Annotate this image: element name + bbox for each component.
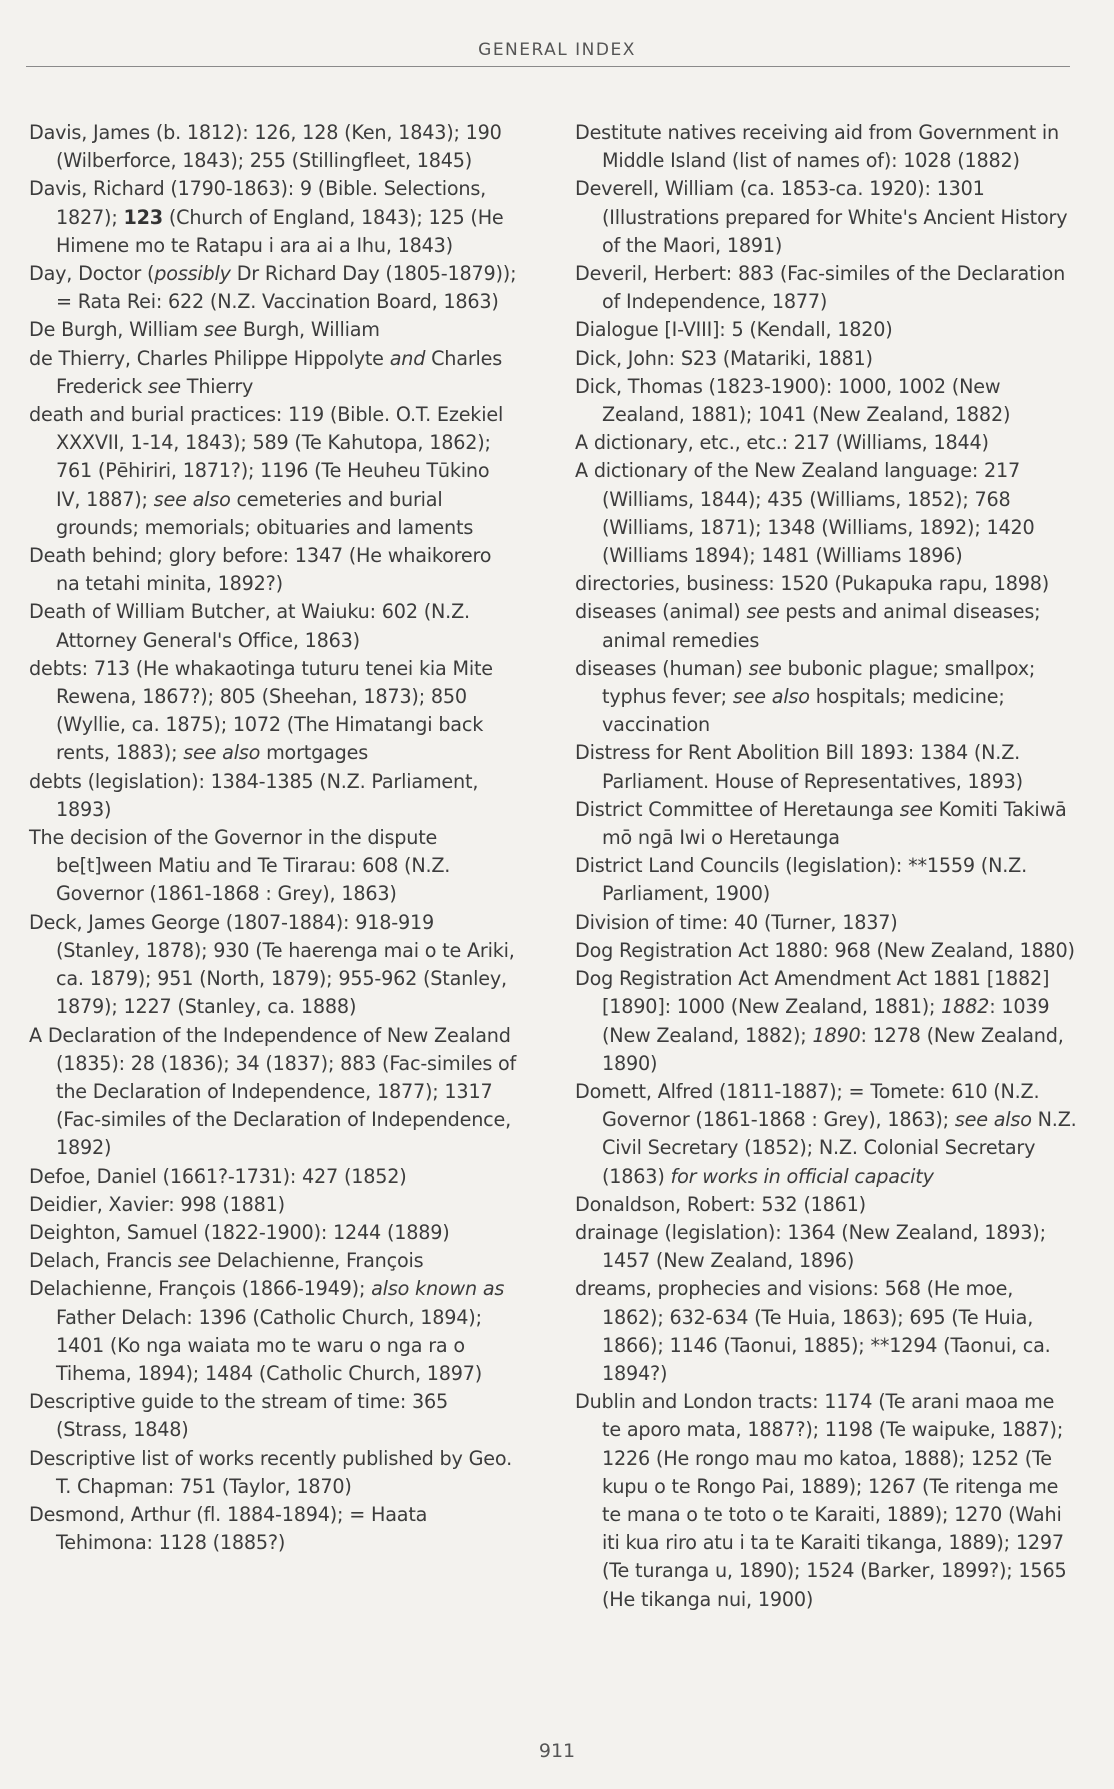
index-entry: de Thierry, Charles Philippe Hippolyte and Charles Frederick see Thierry bbox=[29, 346, 503, 398]
index-entry: Dick, Thomas (1823-1900): 1000, 1002 (New Zealand, 1881); 1041 (New Zealand, 1882) bbox=[575, 374, 1011, 427]
header-rule bbox=[26, 66, 1070, 67]
index-entry: District Land Councils (legislation): **1559 (N.Z. Parliament, 1900) bbox=[575, 854, 1027, 906]
index-entry: Death of William Butcher, at Waiuku: 602 (N.Z. Attorney General's Office, 1863) bbox=[29, 600, 470, 652]
index-entry: Dog Registration Act Amendment Act 1881 [1882] [1890]: 1000 (New Zealand, 1881); 1882: 1039 (New Zealand, 1882); 1890: 1278 (New Zealand, 1890) bbox=[575, 967, 1064, 1075]
index-entry: Descriptive list of works recently published by Geo. T. Chapman: 751 (Taylor, 1870) bbox=[29, 1446, 512, 1498]
index-entry: Desmond, Arthur (fl. 1884-1894); = Haata Tehimona: 1128 (1885?) bbox=[29, 1502, 428, 1555]
index-entry: A dictionary of the New Zealand language: 217 (Williams, 1844); 435 (Williams, 1852); 768 (Williams, 1871); 1348 (Williams, 1892); 1420 (Williams 1894); 1481 (Williams 1896) bbox=[575, 459, 1035, 568]
index-entry: debts (legislation): 1384-1385 (N.Z. Parliament, 1893) bbox=[29, 769, 479, 821]
index-entry: Deveril, Herbert: 883 (Fac-similes of the Declaration of Independence, 1877) bbox=[575, 262, 1066, 314]
index-entry: directories, business: 1520 (Pukapuka rapu, 1898) bbox=[575, 572, 1050, 596]
index-entry: Dick, John: S23 (Matariki, 1881) bbox=[575, 346, 873, 370]
index-entry: Dialogue [I-VIII]: 5 (Kendall, 1820) bbox=[575, 318, 893, 342]
page-number: 911 bbox=[538, 1740, 576, 1762]
index-entry: Delach, Francis see Delachienne, François bbox=[29, 1249, 424, 1273]
index-entry: Descriptive guide to the stream of time: 365 (Strass, 1848) bbox=[29, 1390, 449, 1442]
index-entry: Deighton, Samuel (1822-1900): 1244 (1889) bbox=[29, 1220, 450, 1244]
index-entry: A dictionary, etc., etc.: 217 (Williams, 1844) bbox=[575, 431, 989, 455]
index-entry: District Committee of Heretaunga see Komiti Takiwā mō ngā Iwi o Heretaunga bbox=[575, 797, 1067, 850]
index-entry: Deck, James George (1807-1884): 918-919 (Stanley, 1878); 930 (Te haerenga mai o te Ariki, ca. 1879); 951 (North, 1879); 955-962 (Stanley, 1879); 1227 (Stanley, ca. 1888) bbox=[29, 910, 515, 1019]
index-entry: Distress for Rent Abolition Bill 1893: 1384 (N.Z. Parliament. House of Representatives, 1893) bbox=[575, 741, 1023, 793]
index-entry: Death behind; glory before: 1347 (He whaikorero na tetahi minita, 1892?) bbox=[29, 544, 492, 596]
left-index-column bbox=[29, 119, 519, 1557]
index-entry: diseases (animal) see pests and animal diseases; animal remedies bbox=[575, 600, 1041, 652]
index-entry: Dog Registration Act 1880: 968 (New Zealand, 1880) bbox=[575, 938, 1075, 962]
index-entry: drainage (legislation): 1364 (New Zealand, 1893); 1457 (New Zealand, 1896) bbox=[575, 1220, 1046, 1273]
index-entry: diseases (human) see bubonic plague; smallpox; typhus fever; see also hospitals; medicine; vaccination bbox=[575, 656, 1036, 737]
index-entry: Deverell, William (ca. 1853-ca. 1920): 1301 (Illustrations prepared for White's Ancient History of the Maori, 1891) bbox=[575, 177, 1068, 257]
index-entry: A Declaration of the Independence of New Zealand (1835): 28 (1836); 34 (1837); 883 (Fac-similes of the Declaration of Independence, 1877); 1317 (Fac-similes of the Declaration of Independence, 1892) bbox=[29, 1023, 517, 1160]
index-entry: The decision of the Governor in the dispute be[t]ween Matiu and Te Tirarau: 608 (N.Z. Governor (1861-1868 : Grey), 1863) bbox=[29, 826, 451, 906]
index-entry: Defoe, Daniel (1661?-1731): 427 (1852) bbox=[29, 1164, 407, 1188]
index-entry: Destitute natives receiving aid from Government in Middle Island (list of names of): 1028 (1882) bbox=[575, 121, 1060, 173]
running-head: GENERAL INDEX bbox=[478, 40, 636, 60]
right-index-column bbox=[575, 119, 1077, 1614]
index-entry: Donaldson, Robert: 532 (1861) bbox=[575, 1192, 866, 1216]
index-entry: debts: 713 (He whakaotinga tuturu tenei kia Mite Rewena, 1867?); 805 (Sheehan, 1873); 850 (Wyllie, ca. 1875); 1072 (The Himatangi back rents, 1883); see also mortgages bbox=[29, 656, 493, 765]
index-entry: Davis, Richard (1790-1863): 9 (Bible. Selections, 1827); 123 (Church of England, 1843); 125 (He Himene mo te Ratapu i ara ai a Ihu, 1843) bbox=[29, 177, 504, 257]
index-entry: dreams, prophecies and visions: 568 (He moe, 1862); 632-634 (Te Huia, 1863); 695 (Te Huia, 1866); 1146 (Taonui, 1885); **1294 (Taonui, ca. 1894?) bbox=[575, 1277, 1051, 1385]
index-entry: De Burgh, William see Burgh, William bbox=[29, 318, 380, 342]
index-entry: Day, Doctor (possibly Dr Richard Day (1805-1879)); = Rata Rei: 622 (N.Z. Vaccination Board, 1863) bbox=[29, 262, 517, 314]
index-entry: death and burial practices: 119 (Bible. O.T. Ezekiel XXXVII, 1-14, 1843); 589 (Te Kahutopa, 1862); 761 (Pēhiriri, 1871?); 1196 (Te Heuheu Tūkino IV, 1887); see also cemeteries and burial grounds; memorials; obituaries and laments bbox=[29, 403, 504, 539]
index-entry: Dublin and London tracts: 1174 (Te arani maoa me te aporo mata, 1887?); 1198 (Te waipuke, 1887); 1226 (He rongo mau mo katoa, 1888); 1252 (Te kupu o te Rongo Pai, 1889); 1267 (Te ritenga me te mana o te toto o te Karaiti, 1889); 1270 (Wahi iti kua riro atu i ta te Karaiti tikanga, 1889); 1297 (Te turanga u, 1890); 1524 (Barker, 1899?); 1565 (He tikanga nui, 1900) bbox=[575, 1390, 1067, 1611]
index-entry: Domett, Alfred (1811-1887); = Tomete: 610 (N.Z. Governor (1861-1868 : Grey), 1863); see also N.Z. Civil Secretary (1852); N.Z. Colonial Secretary (1863) for works in official capacity bbox=[575, 1079, 1077, 1188]
index-entry: Division of time: 40 (Turner, 1837) bbox=[575, 910, 898, 934]
index-entry: Davis, James (b. 1812): 126, 128 (Ken, 1843); 190 (Wilberforce, 1843); 255 (Stillingfleet, 1845) bbox=[29, 121, 502, 173]
index-entry: Deidier, Xavier: 998 (1881) bbox=[29, 1192, 285, 1216]
index-entry: Delachienne, François (1866-1949); also known as Father Delach: 1396 (Catholic Church, 1894); 1401 (Ko nga waiata mo te waru o nga ra o Tihema, 1894); 1484 (Catholic Church, 1897) bbox=[29, 1277, 505, 1385]
